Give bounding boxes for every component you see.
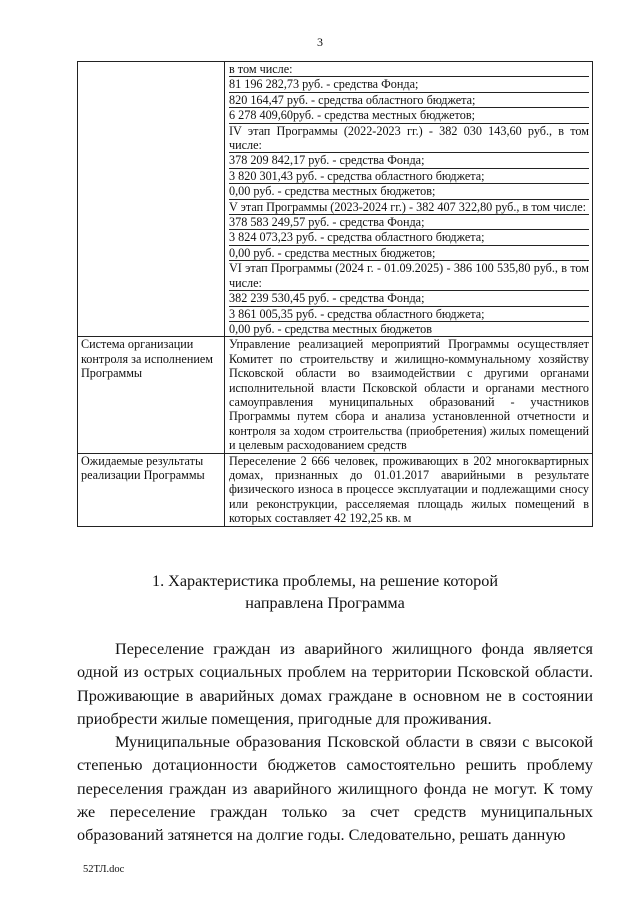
funding-line: 3 824 073,23 руб. - средства областного бюджета; [229, 230, 589, 245]
paragraph: Муниципальные образования Псковской области в связи с высокой степенью дотационности бюджетов самостоятельно решить проблему переселения граждан из аварийного жилищного фонда не могут. К тому же переселение граждан только за счет средств муниципальных образований затянется на долгие годы. Следовательно, решать данную [77, 733, 593, 845]
program-passport-table [77, 61, 593, 527]
table-row [78, 337, 593, 453]
funding-line: 378 209 842,17 руб. - средства Фонда; [229, 153, 589, 168]
funding-line: 3 820 301,43 руб. - средства областного бюджета; [229, 169, 589, 184]
empty-label-cell [78, 62, 225, 337]
funding-line: 3 861 005,35 руб. - средства областного бюджета; [229, 307, 589, 322]
table-row [78, 62, 593, 337]
funding-line: 6 278 409,60руб. - средства местных бюджетов; [229, 108, 589, 123]
funding-line: VI этап Программы (2024 г. - 01.09.2025) - 386 100 535,80 руб., в том числе: [229, 261, 589, 290]
funding-line: 0,00 руб. - средства местных бюджетов [229, 321, 432, 336]
funding-line: 0,00 руб. - средства местных бюджетов; [229, 246, 589, 261]
funding-line: в том числе: [229, 62, 589, 77]
control-label: Система организации контроля за исполнением Программы [78, 337, 225, 453]
funding-line: 378 583 249,57 руб. - средства Фонда; [229, 215, 589, 230]
funding-line: 81 196 282,73 руб. - средства Фонда; [229, 77, 589, 92]
funding-cell [225, 62, 593, 337]
footer-filename: 52ТЛ.doc [83, 864, 125, 875]
funding-line: 382 239 530,45 руб. - средства Фонда; [229, 291, 589, 306]
page-number: 3 [317, 35, 323, 49]
funding-line: 820 164,47 руб. - средства областного бюджета; [229, 93, 589, 108]
section-heading [60, 570, 590, 614]
paragraph: Переселение граждан из аварийного жилищного фонда является одной из острых социальных проблем на территории Псковской области. Проживающие в аварийных домах граждане в основном не в состоянии приобрести жилые помещения, пригодные для проживания. [77, 640, 593, 728]
section-heading-line: направлена Программа [245, 594, 405, 612]
body-text [77, 638, 593, 848]
results-label: Ожидаемые результаты реализации Программы [78, 453, 225, 526]
section-heading-line: 1. Характеристика проблемы, на решение которой [151, 572, 499, 590]
funding-line: V этап Программы (2023-2024 гг.) - 382 407 322,80 руб., в том числе: [229, 200, 589, 215]
funding-line: IV этап Программы (2022-2023 гг.) - 382 030 143,60 руб., в том числе: [229, 123, 589, 153]
control-text: Управление реализацией мероприятий Программы осуществляет Комитет по строительству и жилищно-коммунальному хозяйству Псковской области во взаимодействии с другими органами исполнительной власти Псковской области и органами местного самоуправления муниципальных образований - участников Программы путем сбора и анализа установленной отчетности и контроля за ходом строительства (приобретения) жилых помещений и целевым расходованием средств [225, 337, 593, 453]
table-row [78, 453, 593, 526]
results-text: Переселение 2 666 человек, проживающих в 202 многоквартирных домах, признанных до 01.01.2017 аварийными в результате физического износа в процессе эксплуатации и подлежащими сносу или реконструкции, расселяемая площадь жилых помещений в которых составляет 42 192,25 кв. м [225, 453, 593, 526]
funding-line: 0,00 руб. - средства местных бюджетов; [229, 184, 589, 199]
